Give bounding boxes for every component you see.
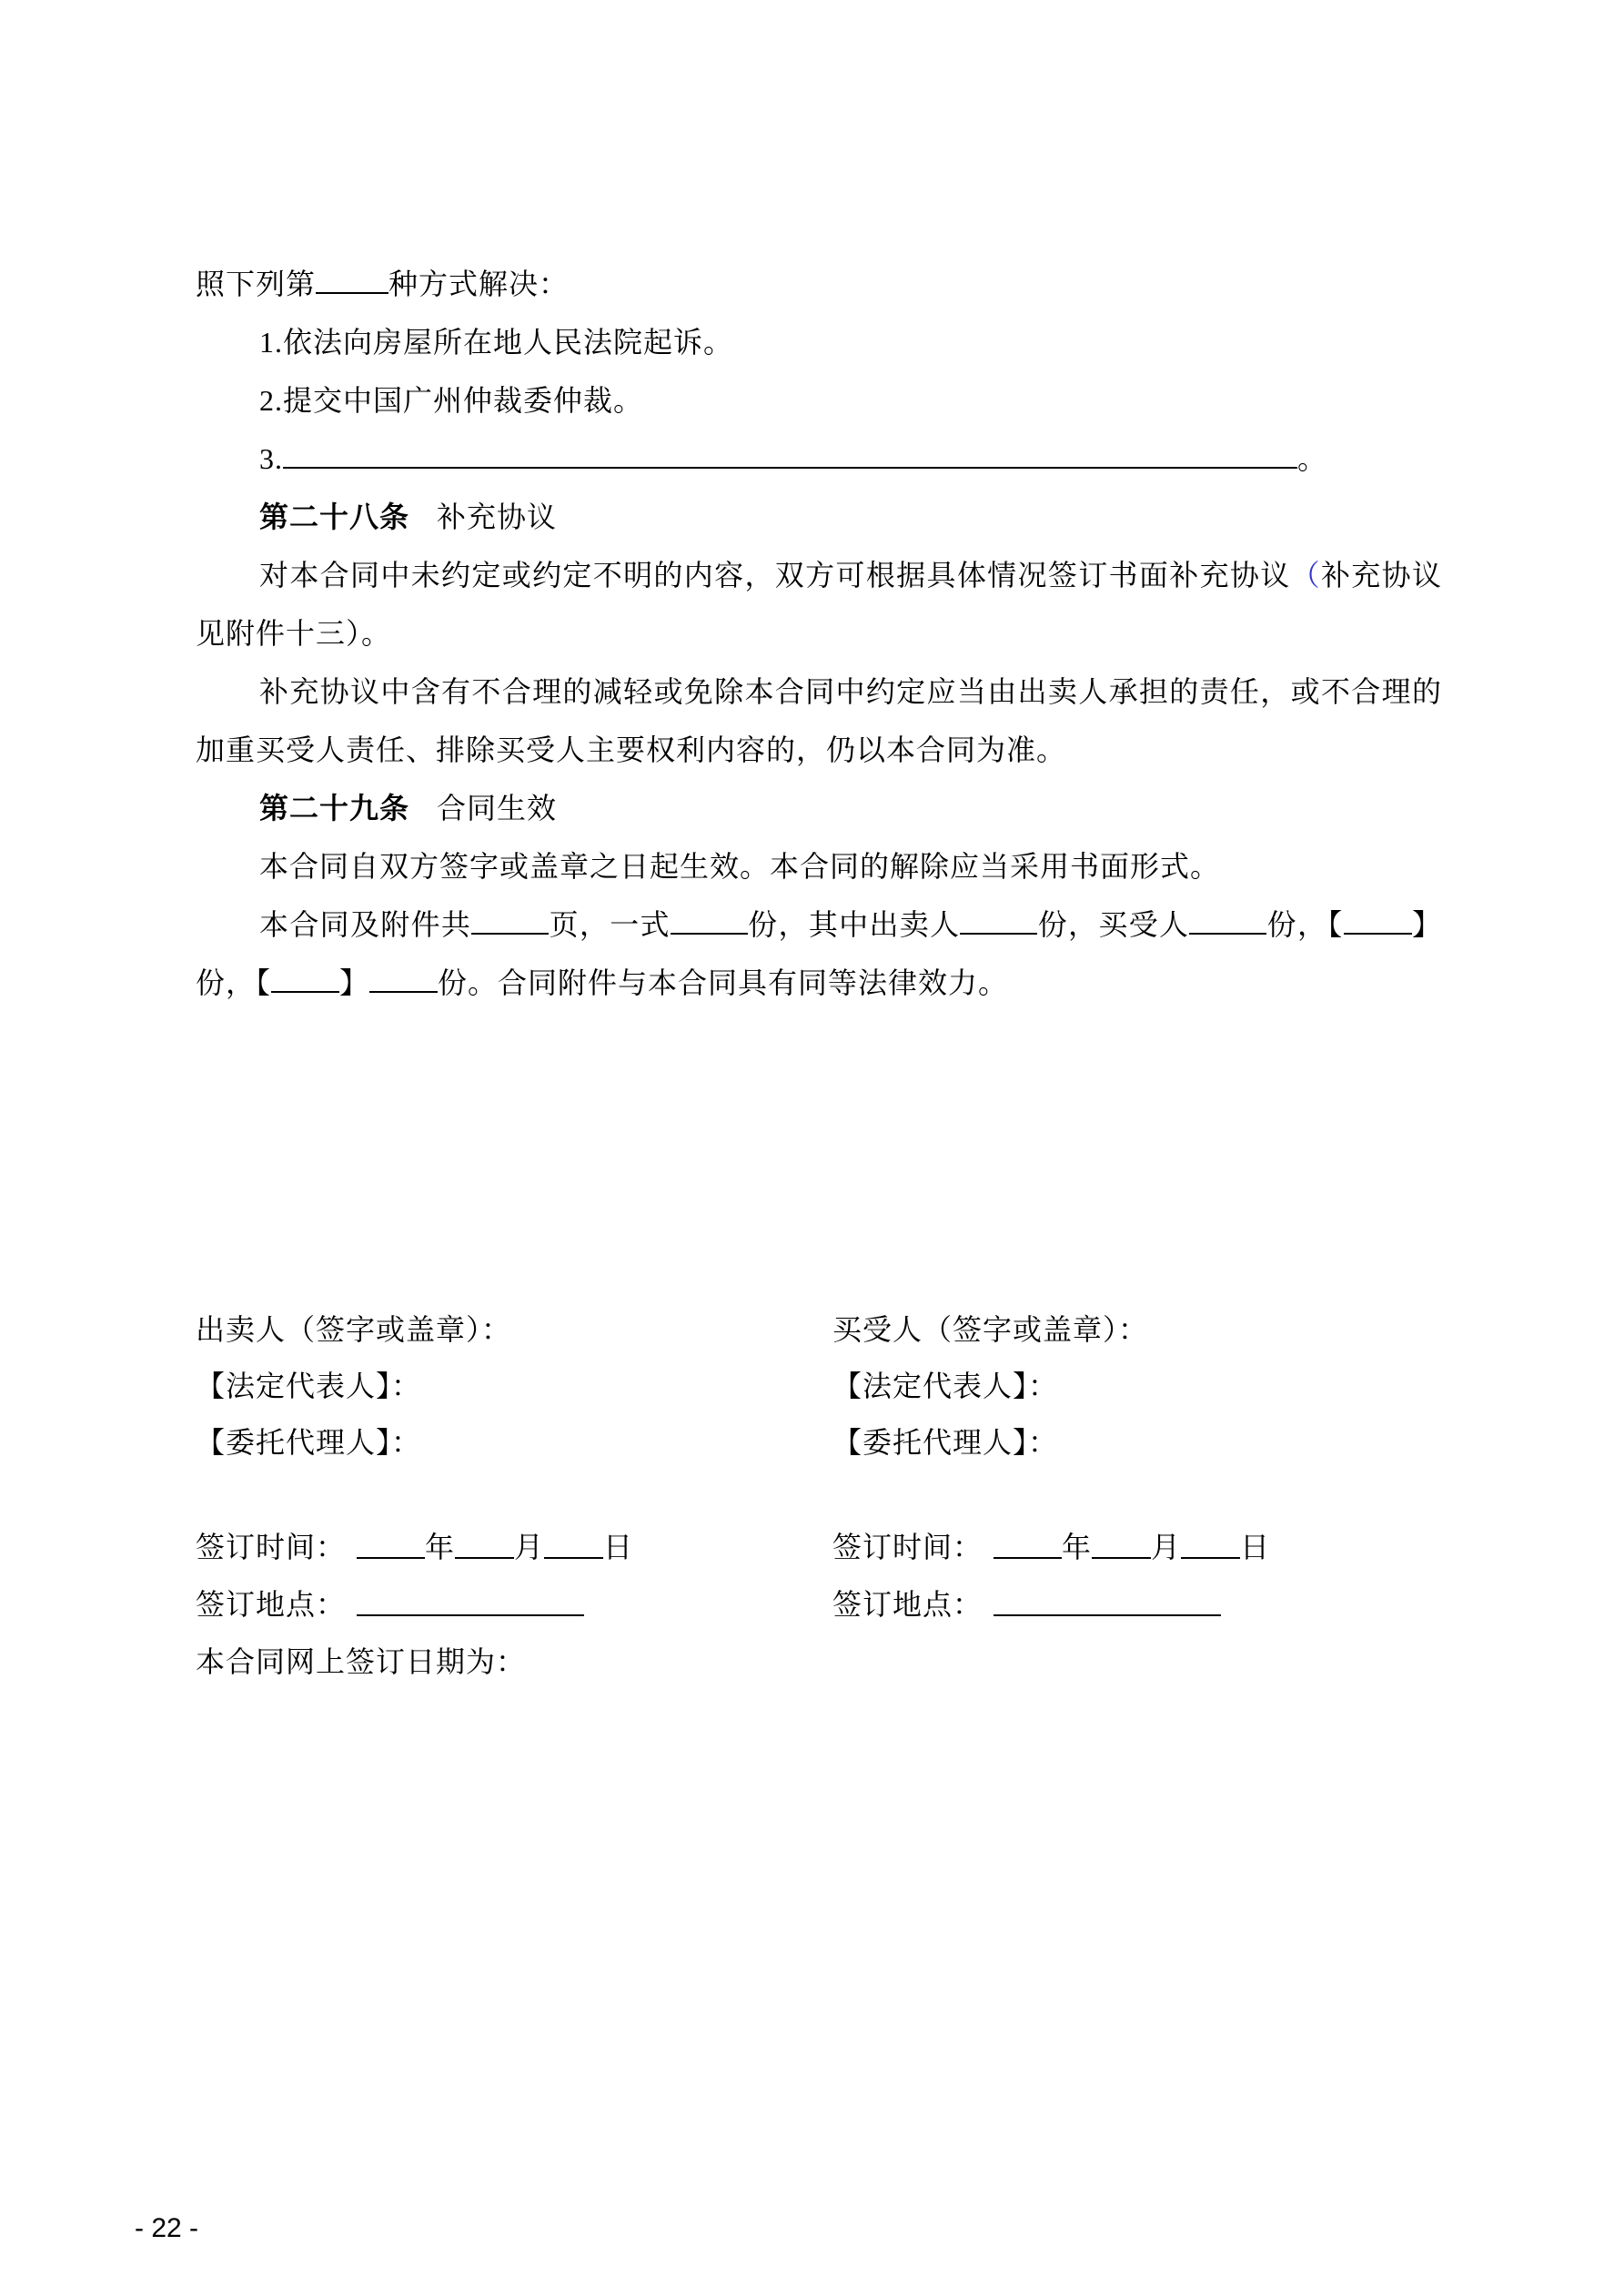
article-28-heading xyxy=(196,488,1442,546)
dispute-lead-line xyxy=(196,255,1442,313)
article-29-heading xyxy=(196,779,1442,837)
blank-total-pages xyxy=(471,907,549,935)
blank-buyer-sign-year xyxy=(994,1532,1062,1559)
copies-seg-8: 份。合同附件与本合同具有同等法律效力。 xyxy=(438,966,1009,999)
seller-signature-column xyxy=(196,1300,1442,1469)
buyer-authorized-agent-label: 【委托代理人】： xyxy=(832,1426,1059,1459)
article-28-paragraph-2: 补充协议中含有不合理的减轻或免除本合同中约定应当由出卖人承担的责任，或不合理的加重买受人责任、排除买受人主要权利内容的，仍以本合同为准。 xyxy=(196,675,1442,766)
copies-seg-4: 份，买受人 xyxy=(1037,908,1190,941)
article-28-paren-content: 补充协议见附件十三）。 xyxy=(196,559,1442,650)
blank-other-party-2 xyxy=(271,966,339,993)
copies-seg-5: 份，【 xyxy=(1266,908,1344,941)
signature-section xyxy=(196,1300,1442,1469)
copies-seg-1: 本合同及附件共 xyxy=(259,908,472,941)
blank-seller-sign-year xyxy=(357,1532,425,1559)
buyer-signature-column xyxy=(832,1300,1148,1469)
buyer-signing-column xyxy=(832,1516,1270,1631)
article-29-number: 第二十九条 xyxy=(259,792,410,824)
buyer-signing-place-row xyxy=(832,1573,1270,1631)
blank-seller-sign-day xyxy=(544,1532,603,1559)
seller-signature-label: 出卖人（签字或盖章）： xyxy=(196,1313,512,1346)
dispute-option-3-period: 。 xyxy=(1297,442,1328,475)
blank-dispute-option-3 xyxy=(283,441,1297,469)
seller-signing-time-label: 签订时间： xyxy=(196,1530,347,1563)
buyer-day-label: 日 xyxy=(1240,1530,1271,1563)
blank-seller-sign-place xyxy=(357,1589,584,1616)
contract-body xyxy=(196,255,1442,1012)
blank-seller-copies xyxy=(960,907,1037,935)
buyer-signature-label: 买受人（签字或盖章）： xyxy=(832,1313,1149,1346)
blank-buyer-sign-day xyxy=(1181,1532,1240,1559)
seller-authorized-agent-label: 【委托代理人】： xyxy=(196,1426,422,1459)
article-29-title: 合同生效 xyxy=(437,792,558,824)
buyer-month-label: 月 xyxy=(1151,1530,1182,1563)
article-28-paren-open: （ xyxy=(1290,559,1321,592)
copies-seg-6: 】份，【 xyxy=(196,908,1442,999)
blank-buyer-sign-month xyxy=(1092,1532,1151,1559)
article-28-paragraph-1 xyxy=(196,546,1442,663)
buyer-legal-representative-label: 【法定代表人】： xyxy=(832,1370,1059,1402)
page-number: - 22 - xyxy=(135,2213,199,2243)
online-signing-date-label: 本合同网上签订日期为： xyxy=(196,1644,527,1678)
buyer-signing-place-label: 签订地点： xyxy=(832,1587,983,1621)
dispute-option-3 xyxy=(196,430,1442,488)
article-29-paragraph-1: 本合同自双方签字或盖章之日起生效。本合同的解除应当采用书面形式。 xyxy=(259,850,1221,883)
article-28-title: 补充协议 xyxy=(437,501,558,533)
buyer-signing-date-row xyxy=(832,1516,1270,1573)
blank-dispute-method-number xyxy=(316,267,388,294)
blank-other-party-copies xyxy=(369,966,438,993)
seller-signing-place-label: 签订地点： xyxy=(196,1587,347,1621)
copies-seg-2: 页，一式 xyxy=(549,908,671,941)
seller-year-label: 年 xyxy=(425,1530,456,1563)
dispute-lead-prefix: 照下列第 xyxy=(196,268,317,300)
dispute-option-1: 1.依法向房屋所在地人民法院起诉。 xyxy=(259,326,734,359)
copies-seg-3: 份，其中出卖人 xyxy=(747,908,961,941)
dispute-lead-suffix: 种方式解决： xyxy=(388,268,570,300)
signing-details-section xyxy=(196,1516,1442,1688)
article-29-copies-paragraph xyxy=(196,895,1442,1012)
blank-buyer-copies xyxy=(1189,907,1266,935)
blank-total-copies xyxy=(671,907,748,935)
dispute-option-2: 2.提交中国广州仲裁委仲裁。 xyxy=(259,384,644,417)
buyer-signing-time-label: 签订时间： xyxy=(832,1530,983,1563)
blank-other-party-1 xyxy=(1344,907,1412,935)
article-28-number: 第二十八条 xyxy=(259,501,410,533)
blank-buyer-sign-place xyxy=(994,1589,1221,1616)
seller-day-label: 日 xyxy=(603,1530,634,1563)
copies-seg-7: 】 xyxy=(339,966,370,999)
seller-legal-representative-label: 【法定代表人】： xyxy=(196,1370,422,1402)
article-28-paragraph-1-text: 对本合同中未约定或约定不明的内容，双方可根据具体情况签订书面补充协议 xyxy=(259,559,1291,592)
online-signing-date-row xyxy=(196,1631,1442,1688)
dispute-option-3-number: 3. xyxy=(259,442,283,475)
blank-seller-sign-month xyxy=(455,1532,514,1559)
seller-month-label: 月 xyxy=(514,1530,545,1563)
buyer-year-label: 年 xyxy=(1062,1530,1093,1563)
